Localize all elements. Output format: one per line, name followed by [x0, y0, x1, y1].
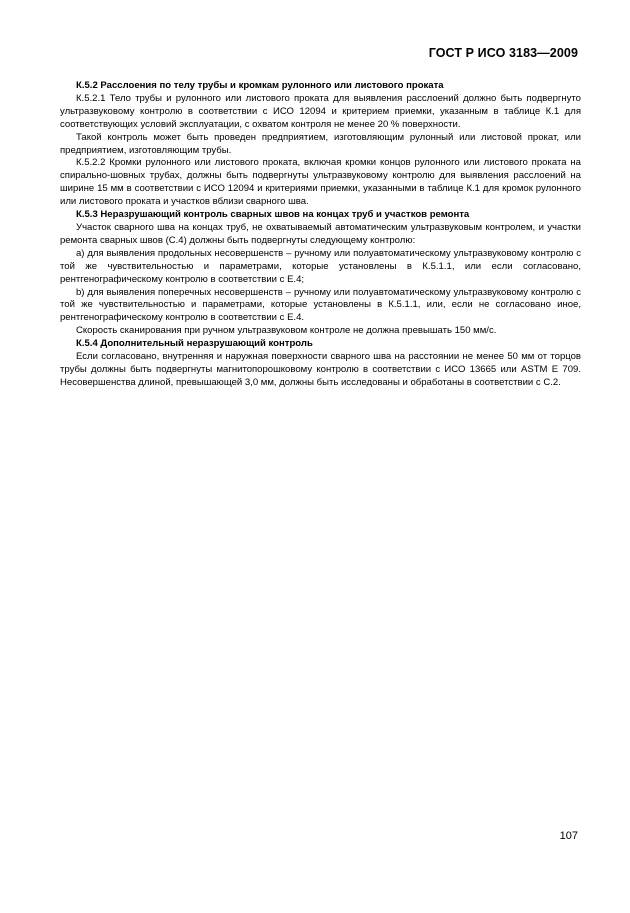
paragraph-additional-ndt: Если согласовано, внутренняя и наружная поверхности сварного шва на расстоянии не менее 50 мм от торцов трубы должны быть подвергнуты магнитопорошковому контролю в соответствии с ИСО 13665 или ASTM E 709. Несовершенства длиной, превышающей 3,0 мм, должны быть исследованы и обработаны в соответствии с С.2.	[60, 351, 581, 388]
paragraph-k521: К.5.2.1 Тело трубы и рулонного или листового проката для выявления расслоений должно быть подвергнуто ультразвуковому контролю в соответствии с ИСО 12094 и критерием приемки, указанным в таблице К.1 для соответствующих условий эксплуатации, с охватом контроля не менее 20 % поверхности.	[60, 92, 581, 130]
section-heading-k53: К.5.3 Неразрушающий контроль сварных швов на концах труб и участков ремонта	[76, 209, 470, 221]
document-body	[60, 80, 581, 390]
section-heading-k54: К.5.4 Дополнительный неразрушающий контроль	[76, 338, 313, 350]
section-heading-k52: К.5.2 Расслоения по телу трубы и кромкам рулонного или листового проката	[76, 80, 444, 91]
paragraph-weld-ends-intro: Участок сварного шва на концах труб, не охватываемый автоматическим ультразвуковым контролем, и участки ремонта сварных швов (С.4) должны быть подвергнуты следующему контролю:	[60, 221, 581, 246]
paragraph-k522: К.5.2.2 Кромки рулонного или листового проката, включая кромки концов рулонного или листового проката на спирально-шовных трубах, должны быть подвергнуты ультразвуковому контролю для выявления расслоений на ширине 15 мм в соответствии с ИСО 12094 и критериями приемки, указанными в таблице К.1 для кромок рулонного или листового проката и участков вблизи сварного шва.	[60, 157, 581, 208]
list-item-b-transverse: b) для выявления поперечных несовершенств – ручному или полуавтоматическому ультразвуковому контролю с той же чувствительностью и параметрами, которые установлены в К.5.1.1, или, если не согласовано иное, рентгенографическому контролю в соответствии с Е.4.	[60, 286, 581, 324]
paragraph-control-performer: Такой контроль может быть проведен предприятием, изготовляющим рулонный или листовой прокат, или предприятием, изготовляющим трубы.	[60, 131, 581, 156]
paragraph-scan-speed: Скорость сканирования при ручном ультразвуковом контроле не должна превышать 150 мм/с.	[76, 325, 497, 337]
list-item-a-longitudinal: a) для выявления продольных несовершенств – ручному или полуавтоматическому ультразвуковому контролю с той же чувствительностью и параметрами, которые установлены в К.5.1.1, или если согласовано, рентгенографическому контролю в соответствии с Е.4;	[60, 247, 581, 285]
page-number: 107	[559, 830, 578, 842]
page-header-standard: ГОСТ Р ИСО 3183—2009	[428, 46, 578, 60]
